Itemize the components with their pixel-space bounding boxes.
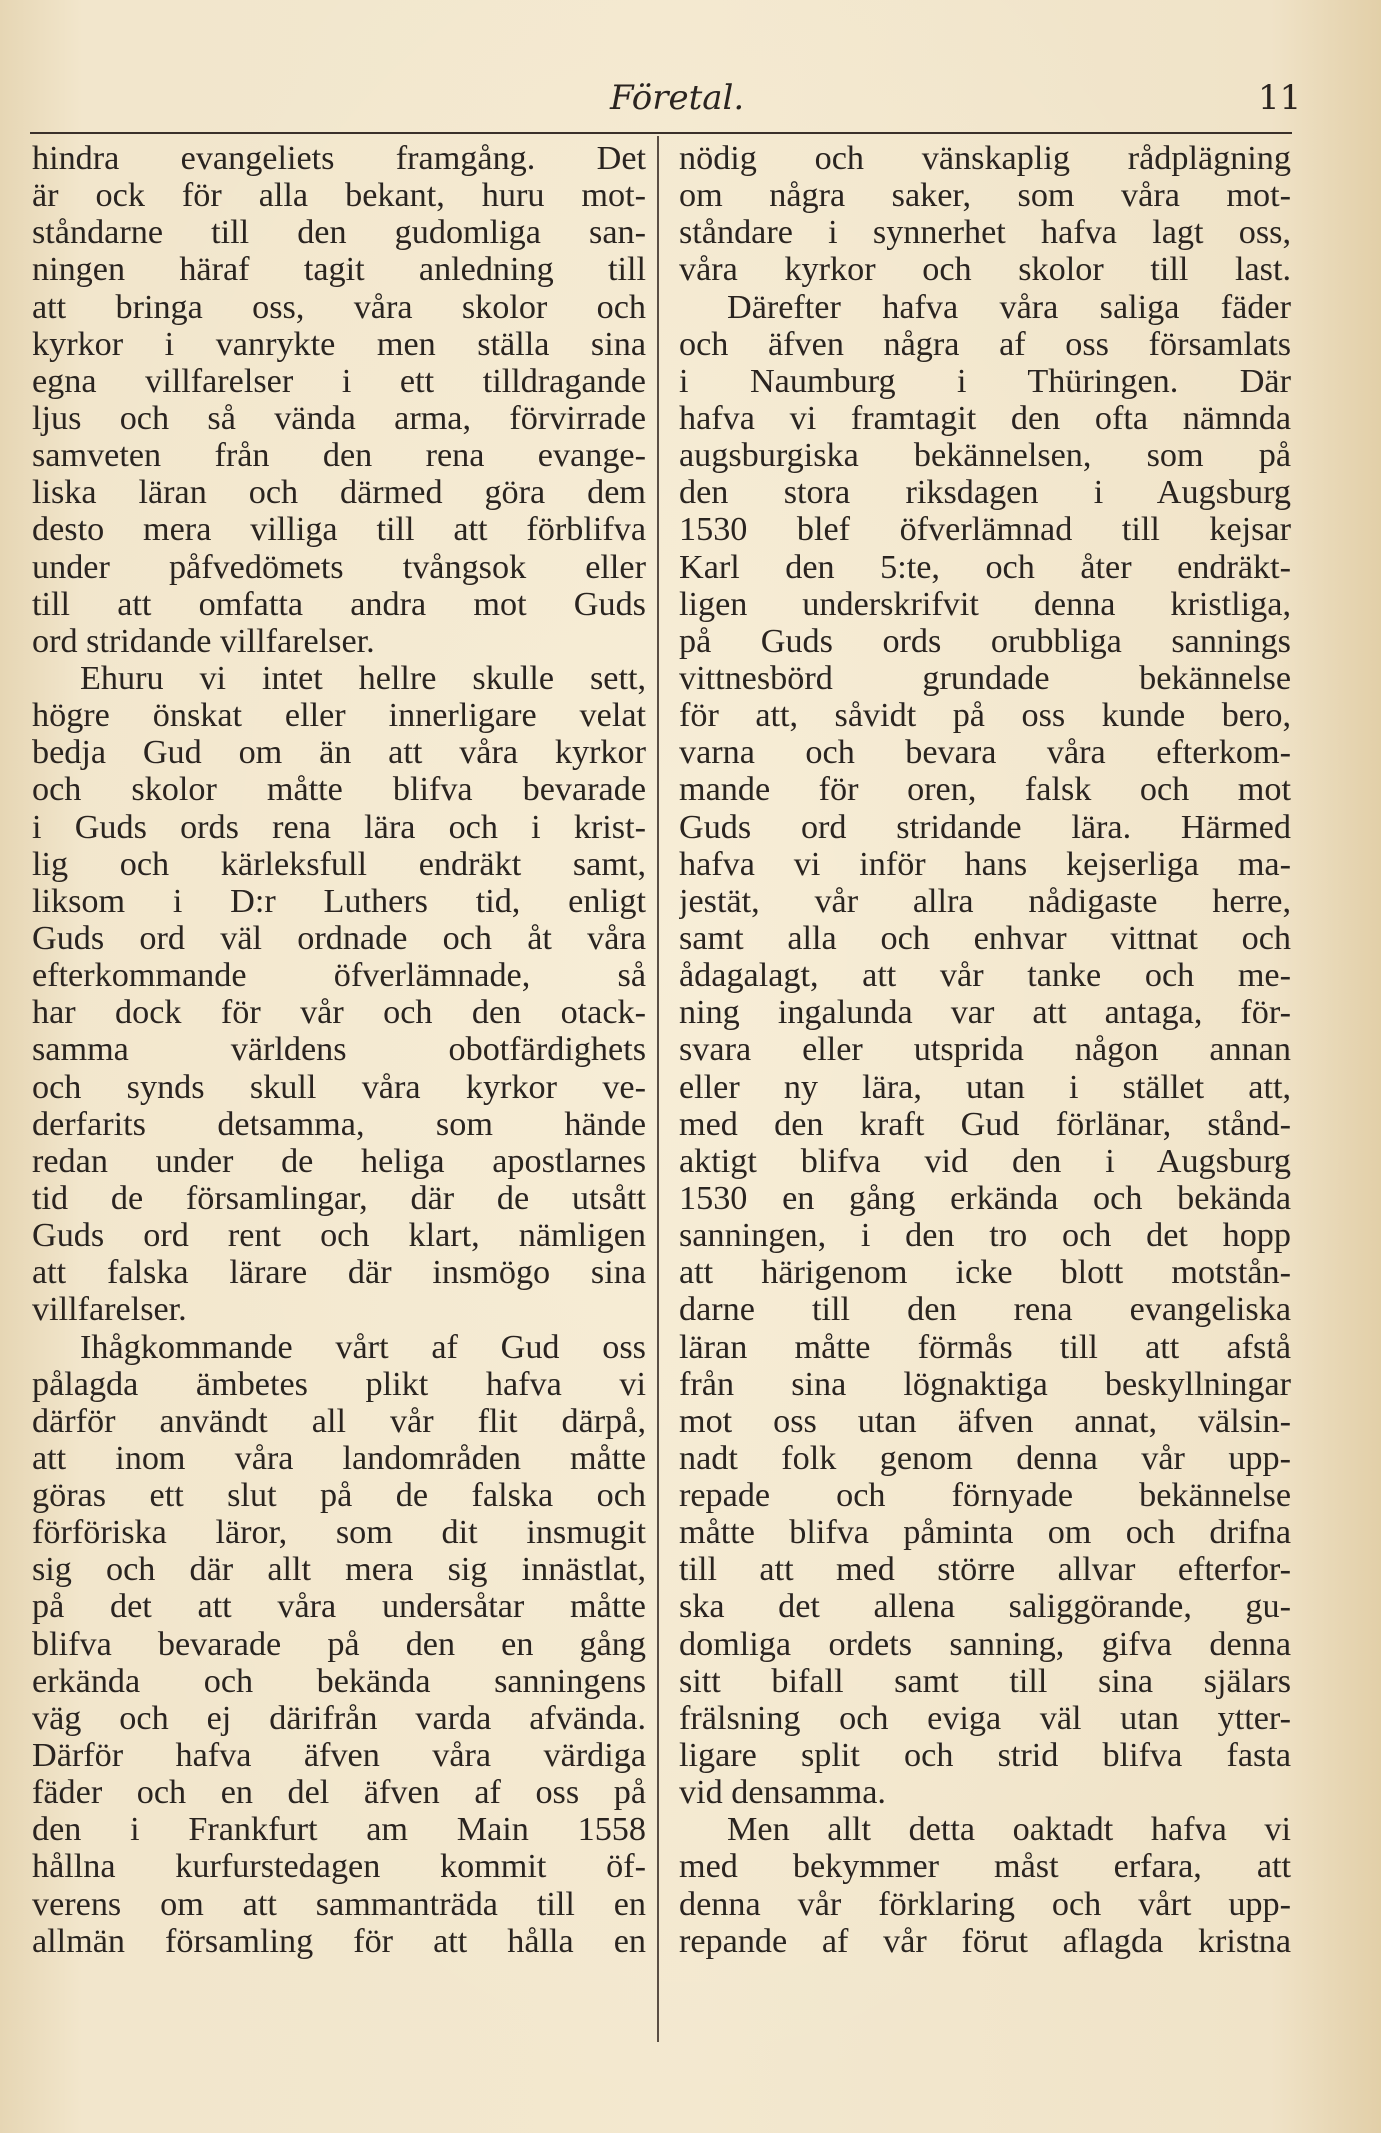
text-line: förföriska läror, som dit insmugit — [32, 1514, 646, 1552]
text-line: om några saker, som våra mot- — [679, 177, 1291, 215]
text-line: 1530 en gång erkända och bekända — [679, 1179, 1291, 1217]
text-line: desto mera villiga till att förblifva — [32, 511, 646, 549]
text-line: läran måtte förmås till att afstå — [679, 1328, 1291, 1366]
text-line: för att, såvidt på oss kunde bero, — [679, 697, 1291, 735]
text-line: Guds ord rent och klart, nämligen — [32, 1217, 646, 1255]
text-line: kyrkor i vanrykte men ställa sina — [32, 325, 646, 363]
text-line: hindra evangeliets framgång. Det — [32, 140, 646, 177]
text-line: sanningen, i den tro och det hopp — [679, 1217, 1291, 1255]
text-line: och skolor måtte blifva bevarade — [32, 771, 646, 809]
text-line: aktigt blifva vid den i Augsburg — [679, 1142, 1291, 1180]
text-line: sig och där allt mera sig innästlat, — [32, 1551, 646, 1589]
text-line: ståndarne till den gudomliga san- — [32, 214, 646, 252]
text-line: mot oss utan äfven annat, välsin- — [679, 1402, 1291, 1440]
text-line: måtte blifva påminta om och drifna — [679, 1514, 1291, 1552]
column-divider — [657, 136, 659, 2042]
text-line: Ehuru vi intet hellre skulle sett, — [80, 659, 646, 697]
text-line: nadt folk genom denna vår upp- — [679, 1439, 1291, 1477]
text-line: hafva vi framtagit den ofta nämnda — [679, 399, 1291, 437]
text-line: med den kraft Gud förlänar, stånd- — [679, 1105, 1291, 1143]
text-line: derfarits detsamma, som hände — [32, 1105, 646, 1143]
text-line: denna vår förklaring och vårt upp- — [679, 1885, 1291, 1923]
text-line: Ihågkommande vårt af Gud oss — [80, 1328, 646, 1366]
text-line: till att med större allvar efterfor- — [679, 1551, 1291, 1589]
text-line: ligen underskrifvit denna kristliga, — [679, 585, 1291, 623]
text-line: ligare split och strid blifva fasta — [679, 1737, 1291, 1775]
text-line: verens om att sammanträda till en — [32, 1885, 646, 1923]
text-line: samt alla och enhvar vittnat och — [679, 919, 1291, 957]
text-line: nödig och vänskaplig rådplägning — [679, 140, 1291, 177]
header-rule — [30, 132, 1292, 134]
text-line: liska läran och därmed göra dem — [32, 474, 646, 512]
text-line: Därför hafva äfven våra värdiga — [32, 1737, 646, 1775]
text-line: hafva vi inför hans kejserliga ma- — [679, 845, 1291, 883]
text-line: repade och förnyade bekännelse — [679, 1477, 1291, 1515]
text-line: ståndare i synnerhet hafva lagt oss, — [679, 214, 1291, 252]
left-text-column — [32, 140, 646, 1960]
text-line: repande af vår förut aflagda kristna — [679, 1922, 1291, 1960]
text-line: från sina lögnaktiga beskyllningar — [679, 1365, 1291, 1403]
text-line: 1530 blef öfverlämnad till kejsar — [679, 511, 1291, 549]
text-line: sitt bifall samt till sina själars — [679, 1662, 1291, 1700]
text-line: ord stridande villfarelser. — [32, 622, 375, 660]
text-line: på Guds ords orubbliga sannings — [679, 622, 1291, 660]
text-line: erkända och bekända sanningens — [32, 1662, 646, 1700]
text-line: i Guds ords rena lära och i krist- — [32, 808, 646, 846]
text-line: ådagalagt, att vår tanke och me- — [679, 957, 1291, 995]
text-line: frälsning och eviga väl utan ytter- — [679, 1699, 1291, 1737]
text-line: har dock för vår och den otack- — [32, 994, 646, 1032]
text-line: efterkommande öfverlämnade, så — [32, 957, 646, 995]
text-line: ning ingalunda var att antaga, för- — [679, 994, 1291, 1032]
text-line: fäder och en del äfven af oss på — [32, 1774, 646, 1812]
text-line: svara eller utsprida någon annan — [679, 1031, 1291, 1069]
text-line: till att omfatta andra mot Guds — [32, 585, 646, 623]
running-title: Företal. — [610, 78, 745, 118]
text-line: mande för oren, falsk och mot — [679, 771, 1291, 809]
text-line: liksom i D:r Luthers tid, enligt — [32, 882, 646, 920]
text-line: Guds ord väl ordnade och åt våra — [32, 919, 646, 957]
text-line: på det att våra undersåtar måtte — [32, 1588, 646, 1626]
text-line: varna och bevara våra efterkom- — [679, 734, 1291, 772]
text-line: domliga ordets sanning, gifva denna — [679, 1625, 1291, 1663]
text-line: och synds skull våra kyrkor ve- — [32, 1068, 646, 1106]
text-line: Guds ord stridande lära. Härmed — [679, 808, 1291, 846]
text-line: vittnesbörd grundade bekännelse — [679, 659, 1291, 697]
text-line: att falska lärare där insmögo sina — [32, 1254, 646, 1292]
text-line: hållna kurfurstedagen kommit öf- — [32, 1848, 646, 1886]
text-line: redan under de heliga apostlarnes — [32, 1142, 646, 1180]
text-line: pålagda ämbetes plikt hafva vi — [32, 1365, 646, 1403]
text-line: ljus och så vända arma, förvirrade — [32, 399, 646, 437]
text-line: jestät, vår allra nådigaste herre, — [679, 882, 1291, 920]
text-line: blifva bevarade på den en gång — [32, 1625, 646, 1663]
text-line: och äfven några af oss församlats — [679, 325, 1291, 363]
page-header — [30, 78, 1302, 128]
text-line: villfarelser. — [32, 1291, 187, 1329]
text-line: samveten från den rena evange- — [32, 437, 646, 475]
text-line: våra kyrkor och skolor till last. — [679, 251, 1291, 289]
text-line: göras ett slut på de falska och — [32, 1477, 646, 1515]
text-line: samma världens obotfärdighets — [32, 1031, 646, 1069]
text-line: att bringa oss, våra skolor och — [32, 288, 646, 326]
text-line: att härigenom icke blott motstån- — [679, 1254, 1291, 1292]
text-line: under påfvedömets tvångsok eller — [32, 548, 646, 586]
text-line: lig och kärleksfull endräkt samt, — [32, 845, 646, 883]
text-line: vid densamma. — [679, 1774, 886, 1812]
text-line: Därefter hafva våra saliga fäder — [727, 288, 1291, 326]
text-line: den i Frankfurt am Main 1558 — [32, 1811, 646, 1849]
text-line: Men allt detta oaktadt hafva vi — [727, 1811, 1291, 1849]
right-text-column — [679, 140, 1291, 1960]
text-line: att inom våra landområden måtte — [32, 1439, 646, 1477]
page-number: 11 — [1258, 78, 1302, 118]
text-line: ningen häraf tagit anledning till — [32, 251, 646, 289]
text-line: högre önskat eller innerligare velat — [32, 697, 646, 735]
text-line: med bekymmer måst erfara, att — [679, 1848, 1291, 1886]
text-line: tid de församlingar, där de utsått — [32, 1179, 646, 1217]
text-line: egna villfarelser i ett tilldragande — [32, 362, 646, 400]
text-line: i Naumburg i Thüringen. Där — [679, 362, 1291, 400]
text-line: är ock för alla bekant, huru mot- — [32, 177, 646, 215]
text-line: Karl den 5:te, och åter endräkt- — [679, 548, 1291, 586]
text-line: därför användt all vår flit därpå, — [32, 1402, 646, 1440]
text-line: augsburgiska bekännelsen, som på — [679, 437, 1291, 475]
text-line: ska det allena saliggörande, gu- — [679, 1588, 1291, 1626]
text-line: darne till den rena evangeliska — [679, 1291, 1291, 1329]
text-line: eller ny lära, utan i stället att, — [679, 1068, 1291, 1106]
text-line: väg och ej därifrån varda afvända. — [32, 1699, 646, 1737]
text-line: allmän församling för att hålla en — [32, 1922, 646, 1960]
text-line: bedja Gud om än att våra kyrkor — [32, 734, 646, 772]
text-line: den stora riksdagen i Augsburg — [679, 474, 1291, 512]
